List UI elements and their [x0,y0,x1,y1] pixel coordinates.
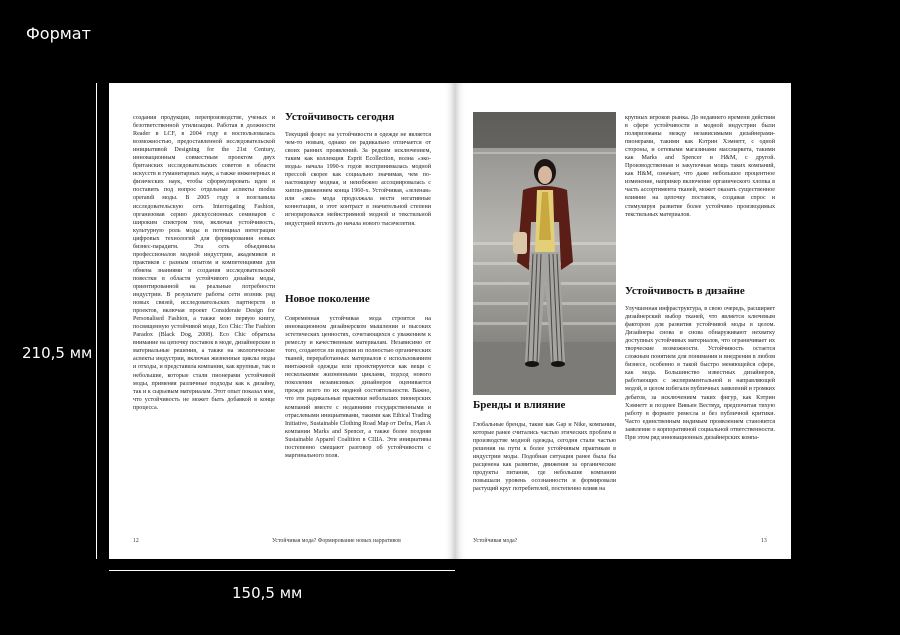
heading-new-generation: Новое поколение [285,293,370,305]
left-page-number: 12 [133,538,139,544]
runway-photo-illustration [473,112,616,395]
right-page-number: 13 [761,538,767,544]
height-dimension-line [96,83,97,559]
width-dimension-line [109,570,455,571]
left-col2b-text: Современная устойчивая мода строится на инновационном дизайнерском мышлении и высоких эстетических ценностях, сочетающихся с уважением к ремеслу и качественным материалам. Независимо от того, создаются ли изделия из полностью органических тканей, переработанных материалов с использованием винтажной одежды или проектируются как вещи с несколькими жизненными циклами, подход нового поколения независимых дизайнеров оценивается прежде всего по их модной состоятельности. Важно, что эти радикальные практики небольших пионерских компаний вместе с недавними государственными и отраслевыми инициативами, такими как Ethical Trading Initiative, Sustainable Clothing Road Map от Defra, Plan A компании Marks and Spencer, а также более поздняя Sustainable Apparel Coalition в США. Эти инициативы постепенно смещают разговор об устойчивости с маргинального поля. [285,316,431,459]
left-col1-text: создания продукции, перепроизводстве, ученых и безответственной утилизации. Работая в должности Reader в LCF, в 2004 году я воспользовалась возможностью, предоставленной исследовательской инициативой Designing for the 21st Century, инновационным совместным проектом двух британских исследовательских советов в области искусств и гуманитарных наук, а также инженерных и физических наук, чтобы сформулировать идеи и поставить под вопрос отдельные аспекты modus operandi моды. В 2005 году я возглавила исследовательскую сеть Interrogating Fashion, организовав серию дискуссионных семинаров с широким спектром тем, включая устойчивость, культурную роль моды и потенциал интеграции цифровых технологий для формирования новых бизнес-парадигм. Эта сеть объединила профессионалов модной индустрии, академиков и практиков с разным опытом и компетенциями для обмена знаниями и создания исследовательской повестки в области устойчивого дизайна моды, ориентированной на реальные потребности индустрии. В результате работы сети возник ряд новых связей, исследовательских партнерств и проектов, включая проект Considerate Design for Personalised Fashion, а также мою первую книгу, посвященную устойчивой моде, Eco Chic: The Fashion Paradox (Black Dog, 2008). Eco Chic обратила внимание на цепочку поставок в моде, дизайнерские и материальные решения, а также на экологические аспекты индустрии, включая жизненные циклы моды и отходы, и представила компании, как крупные, так и небольшие, которые стали пионерами устойчивой моды, применяя различные подходы как к дизайну, так и к сырьевым материалам. Этот опыт показал мне, что устойчивость не может быть добавкой в конце процесса. [133,115,275,411]
right-running-title: Устойчивая мода? [473,538,518,544]
right-page-column-1 [473,421,616,527]
runway-photo [473,112,616,395]
right-col1-text: Глобальные бренды, такие как Gap и Nike, компании, которые ранее считались частью этических проблем в производстве модной одежды, сегодня стали частью решения на пути к более устойчивым практикам в индустрии моды. Подобная ситуация ранее была бы расценена как развитие, движения за органические продукты питания, где небольшие компании повышали уровень осознанности и формировали растущий круг потребителей, постепенно влияя на [473,422,616,493]
height-dimension-label: 210,5 мм [22,344,93,362]
left-page-column-2b [285,315,431,527]
right-col2a-text: крупных игроков рынка. До недавнего времени действия в сфере устойчивости в модной индустрии были поляризованы между независимыми дизайнерами-пионерами, такими как Кэтрин Хэмнетт, с одной стороны, и сетевыми магазинами массмаркета, такими как Marks and Spencer и H&M, с другой. Производственная и закупочная мощь таких компаний, как H&M, означает, что даже небольшое процентное изменение, например включение органического хлопка в часть ассортимента тканей, может оказать существенное влияние на цепочку поставок, создавая спрос и стимулируя развитие более устойчиво производимых текстильных материалов. [625,115,775,218]
right-page [455,83,791,559]
right-col2b-text: Улучшенная инфраструктура, в свою очередь, расширяет дизайнерский выбор тканей, что является ключевым фактором для развития устойчивой моды в целом. Дизайнеры снова и снова обнаруживают нехватку доступных устойчивых материалов, что ограничивает их творческие возможности. Устойчивость остается сложным понятием для понимания и внедрения в любом бизнесе, особенно в такой быстро меняющейся сфере, как мода. Большинство известных дизайнеров, работающих с экспериментальной и направляющей модой, в целом избегали публичных заявлений и громких дебатов, за исключением таких фигур, как Кэтрин Хэмнетт и позднее Вивьен Вествуд, предпочитая тихую работу в формате ремесла и без публичной критики. Часто единственным видимым проявлением становится заявление о корпоративной социальной ответственности. При этом ряд инновационных дизайнерских компа- [625,306,775,441]
left-col2a-text: Текущий фокус на устойчивости в одежде не является чем-то новым, однако он радикально отличается от своих ранних проявлений. За редким исключением, таким как коллекция Esprit Ecollection, волна «эко-моды» начала 1990-х годов воспринималась модной прессой скорее как социально значимая, чем по-настоящему модная, и неизбежно ассоциировалась с хиппи-движением конца 1960-х. Устойчивая, «зеленая» или «эко» мода продолжала нести негативные коннотации, и этот контраст в значительной степени игнорировался мейнстримной модной и текстильной индустрией вплоть до начала нового тысячелетия. [285,132,431,227]
left-page [109,83,455,559]
right-page-column-2b [625,305,775,527]
left-page-column-1 [133,114,275,526]
width-dimension-label: 150,5 мм [232,584,303,602]
heading-sustainability-in-design: Устойчивость в дизайне [625,285,745,297]
heading-sustainability-today: Устойчивость сегодня [285,111,395,123]
heading-brands-and-influence: Бренды и влияние [473,399,566,411]
left-page-column-2a [285,131,431,252]
format-title: Формат [26,24,91,43]
left-running-title: Устойчивая мода? Формирование новых нарративов [272,538,401,544]
right-page-column-2a [625,114,775,283]
